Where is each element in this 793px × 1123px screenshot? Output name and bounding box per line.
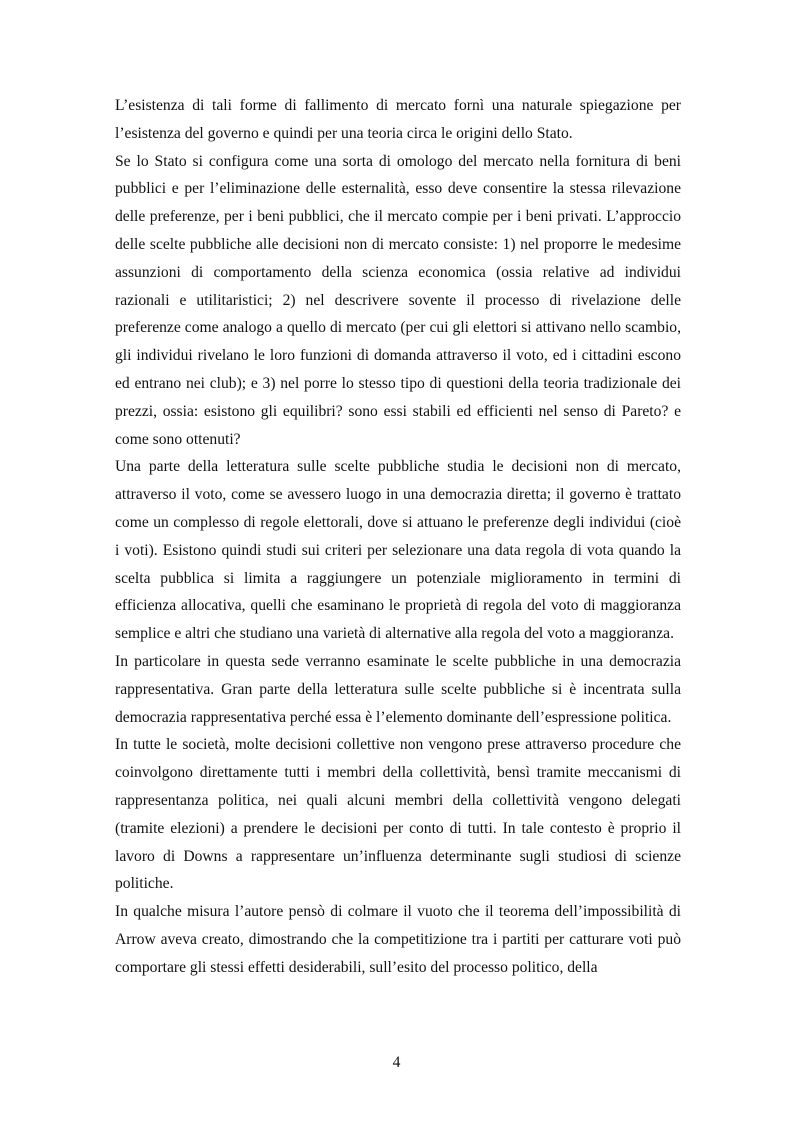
- page-number: 4: [392, 1054, 401, 1071]
- paragraph: In particolare in questa sede verranno esaminate le scelte pubbliche in una democrazia rappresentativa. Gran parte della letteratura sulle scelte pubbliche si è incentrata sulla democrazia rappresentativa perché essa è l’elemento dominante dell’espressione politica.: [115, 652, 681, 726]
- body-text: [115, 92, 681, 982]
- paragraph: Se lo Stato si configura come una sorta di omologo del mercato nella fornitura di beni pubblici e per l’eliminazione delle esternalità, esso deve consentire la stessa rilevazione delle preferenze, per i beni pubblici, che il mercato compie per i beni privati. L’approccio delle scelte pubbliche alle decisioni non di mercato consiste: 1) nel proporre le medesime assunzioni di comportamento della scienza economica (ossia relative ad individui razionali e utilitaristici; 2) nel descrivere sovente il processo di rivelazione delle preferenze come analogo a quello di mercato (per cui gli elettori si attivano nello scambio, gli individui rivelano le loro funzioni di domanda attraverso il voto, ed i cittadini escono ed entrano nei club); e 3) nel porre lo stesso tipo di questioni della teoria tradizionale dei prezzi, ossia: esistono gli equilibri? sono essi stabili ed efficienti nel senso di Pareto? e come sono ottenuti?: [115, 152, 681, 448]
- paragraph: In tutte le società, molte decisioni collettive non vengono prese attraverso procedure che coinvolgono direttamente tutti i membri della collettività, bensì tramite meccanismi di rappresentanza politica, nei quali alcuni membri della collettività vengono delegati (tramite elezioni) a prendere le decisioni per conto di tutti. In tale contesto è proprio il lavoro di Downs a rappresentare un’influenza determinante sugli studiosi di scienze politiche.: [115, 736, 681, 893]
- paragraph: L’esistenza di tali forme di fallimento di mercato fornì una naturale spiegazione per l’esistenza del governo e quindi per una teoria circa le origini dello Stato.: [115, 97, 681, 142]
- paragraph: In qualche misura l’autore pensò di colmare il vuoto che il teorema dell’impossibilità di Arrow aveva creato, dimostrando che la competitizione tra i partiti per catturare voti può comportare gli stessi effetti desiderabili, sull’esito del processo politico, della: [115, 903, 681, 976]
- paragraph: Una parte della letteratura sulle scelte pubbliche studia le decisioni non di mercato, attraverso il voto, come se avessero luogo in una democrazia diretta; il governo è trattato come un complesso di regole elettorali, dove si attuano le preferenze degli individui (cioè i voti). Esistono quindi studi sui criteri per selezionare una data regola di vota quando la scelta pubblica si limita a raggiungere un potenziale miglioramento in termini di efficienza allocativa, quelli che esaminano le proprietà di regola del voto di maggioranza semplice e altri che studiano una varietà di alternative alla regola del voto a maggioranza.: [115, 458, 681, 643]
